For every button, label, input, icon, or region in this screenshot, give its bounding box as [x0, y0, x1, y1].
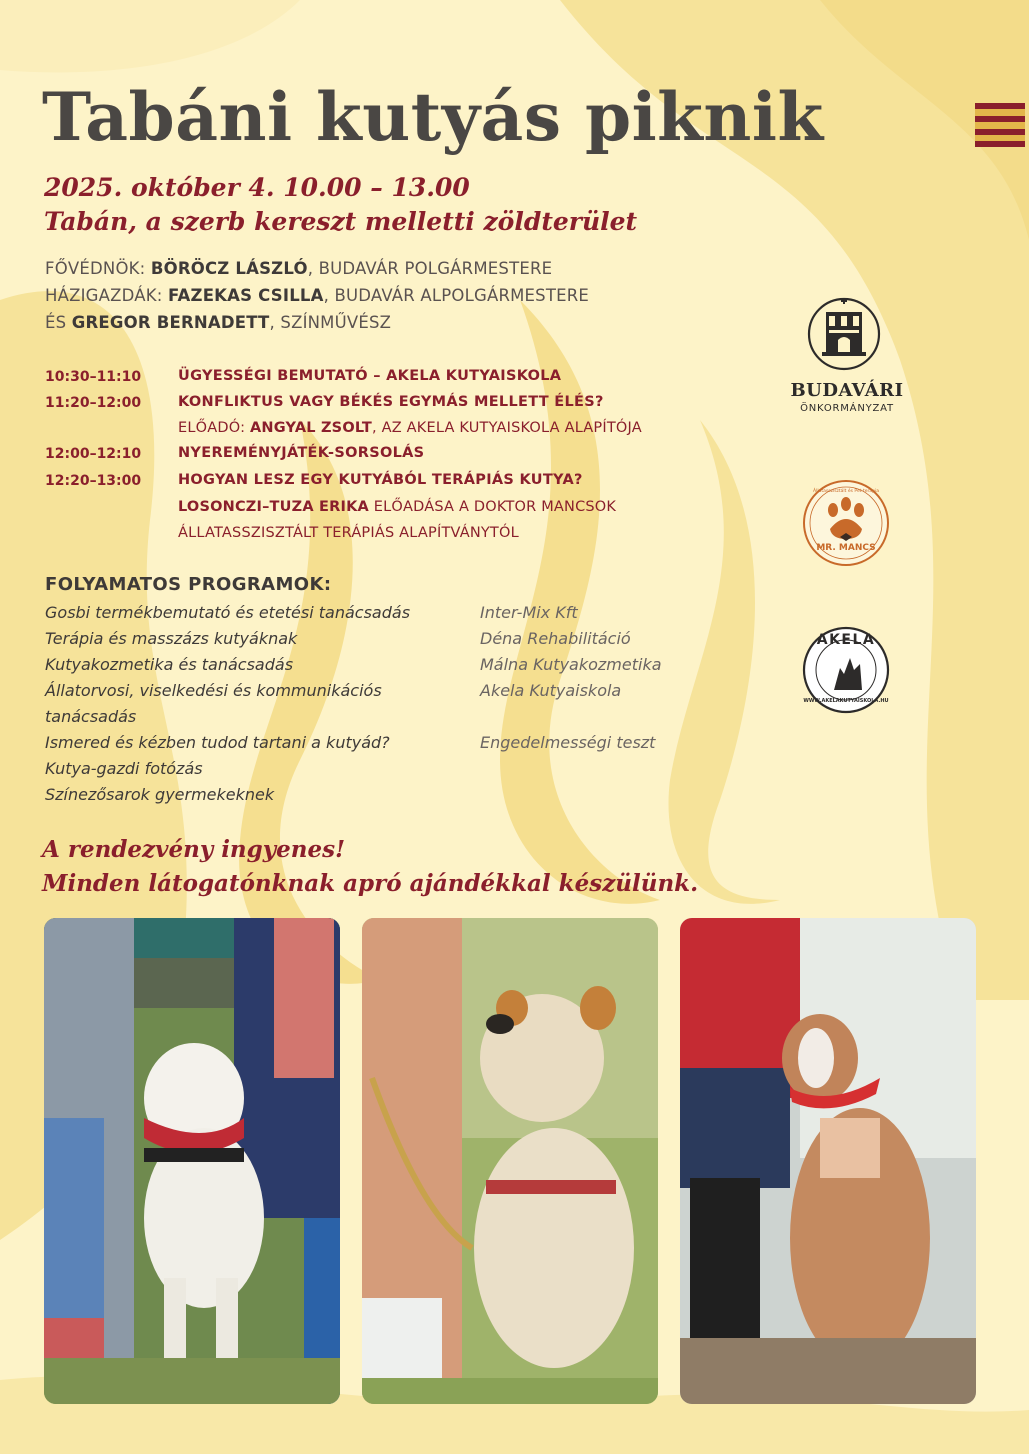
- castle-crest-icon: [782, 296, 912, 386]
- patron-role: , BUDAVÁR POLGÁRMESTERE: [307, 259, 553, 278]
- program-item: tanácsadás: [45, 707, 137, 726]
- speaker-role: ELŐADÁSA A DOKTOR MANCSOK: [368, 499, 617, 515]
- schedule-title: NYEREMÉNYJÁTÉK-SORSOLÁS: [178, 445, 425, 461]
- akela-url: WWW.AKELAKUTYAISKOLA.HU: [803, 698, 889, 704]
- patron-line-3: [45, 313, 391, 332]
- host-role-2: , SZÍNMŰVÉSZ: [269, 313, 392, 332]
- mr-mancs-logo: [800, 477, 892, 569]
- program-provider: Déna Rehabilitáció: [480, 629, 631, 648]
- schedule-note-line-2: ÁLLATASSZISZTÁLT TERÁPIÁS ALAPÍTVÁNYTÓL: [178, 525, 519, 541]
- budavar-logo-sub: ÖNKORMÁNYZAT: [800, 403, 894, 414]
- speaker-name: LOSONCZI–TUZA ERIKA: [178, 499, 369, 515]
- program-provider: Engedelmességi teszt: [480, 733, 656, 752]
- mr-mancs-name: MR. MANCS: [816, 543, 876, 553]
- schedule-title: ÜGYESSÉGI BEMUTATÓ – AKELA KUTYAISKOLA: [178, 368, 562, 384]
- photo-dog-hugging-owner: [680, 918, 976, 1404]
- akela-logo: [800, 624, 892, 716]
- akela-name: AKELA: [816, 632, 876, 648]
- event-date-time: 2025. október 4. 10.00 – 13.00: [44, 173, 470, 202]
- program-item: Ismered és kézben tudod tartani a kutyád?: [45, 733, 390, 752]
- program-provider: Málna Kutyakozmetika: [480, 655, 662, 674]
- schedule-time: 12:20–13:00: [45, 473, 142, 489]
- mr-mancs-arc: Állatasszisztált és Pet terápia: [813, 489, 879, 494]
- poster-title: Tabáni kutyás piknik: [42, 78, 824, 156]
- patron-label: FŐVÉDNÖK:: [45, 259, 146, 278]
- schedule-time: 11:20–12:00: [45, 395, 142, 411]
- gift-line: Minden látogatónknak apró ajándékkal készülünk.: [42, 870, 699, 897]
- schedule-note: [178, 420, 642, 436]
- host-role: , BUDAVÁR ALPOLGÁRMESTERE: [323, 286, 590, 305]
- budavar-logo: [782, 296, 912, 420]
- schedule-time: 10:30–11:10: [45, 369, 142, 385]
- speaker-label: ELŐADÓ:: [178, 420, 246, 436]
- continuous-programs-heading: FOLYAMATOS PROGRAMOK:: [45, 574, 332, 595]
- host-name-2: GREGOR BERNADETT: [71, 313, 270, 332]
- photo-white-dog-with-children: [44, 918, 340, 1404]
- schedule-note: [178, 499, 616, 515]
- speaker-name: ANGYAL ZSOLT: [250, 420, 372, 436]
- patron-line-1: [45, 259, 552, 278]
- program-item: Kutyakozmetika és tanácsadás: [45, 655, 294, 674]
- program-provider: Inter-Mix Kft: [480, 603, 578, 622]
- host-label: HÁZIGAZDÁK:: [45, 286, 163, 305]
- schedule-title: HOGYAN LESZ EGY KUTYÁBÓL TERÁPIÁS KUTYA?: [178, 472, 583, 488]
- program-item: Kutya-gazdi fotózás: [45, 759, 203, 778]
- photo-terrier-on-leash: [362, 918, 658, 1404]
- program-provider: Akela Kutyaiskola: [480, 681, 622, 700]
- striped-flag-icon[interactable]: [975, 103, 1025, 147]
- host-name: FAZEKAS CSILLA: [167, 286, 324, 305]
- patron-line-2: [45, 286, 589, 305]
- speaker-role: , AZ AKELA KUTYAISKOLA ALAPÍTÓJA: [371, 420, 642, 436]
- program-item: Terápia és masszázs kutyáknak: [45, 629, 298, 648]
- schedule-time: 12:00–12:10: [45, 446, 142, 462]
- program-item: Színezősarok gyermekeknek: [45, 785, 275, 804]
- schedule-title: KONFLIKTUS VAGY BÉKÉS EGYMÁS MELLETT ÉLÉS?: [178, 394, 604, 410]
- patron-name: BÖRÖCZ LÁSZLÓ: [150, 259, 308, 278]
- program-item: Állatorvosi, viselkedési és kommunikációs: [45, 681, 382, 700]
- program-item: Gosbi termékbemutató és etetési tanácsadás: [45, 603, 411, 622]
- event-location: Tabán, a szerb kereszt melletti zöldterület: [44, 207, 638, 236]
- free-event-line: A rendezvény ingyenes!: [42, 836, 346, 863]
- budavar-logo-name: BUDAVÁRI: [790, 380, 904, 401]
- host-prefix: ÉS: [45, 313, 67, 332]
